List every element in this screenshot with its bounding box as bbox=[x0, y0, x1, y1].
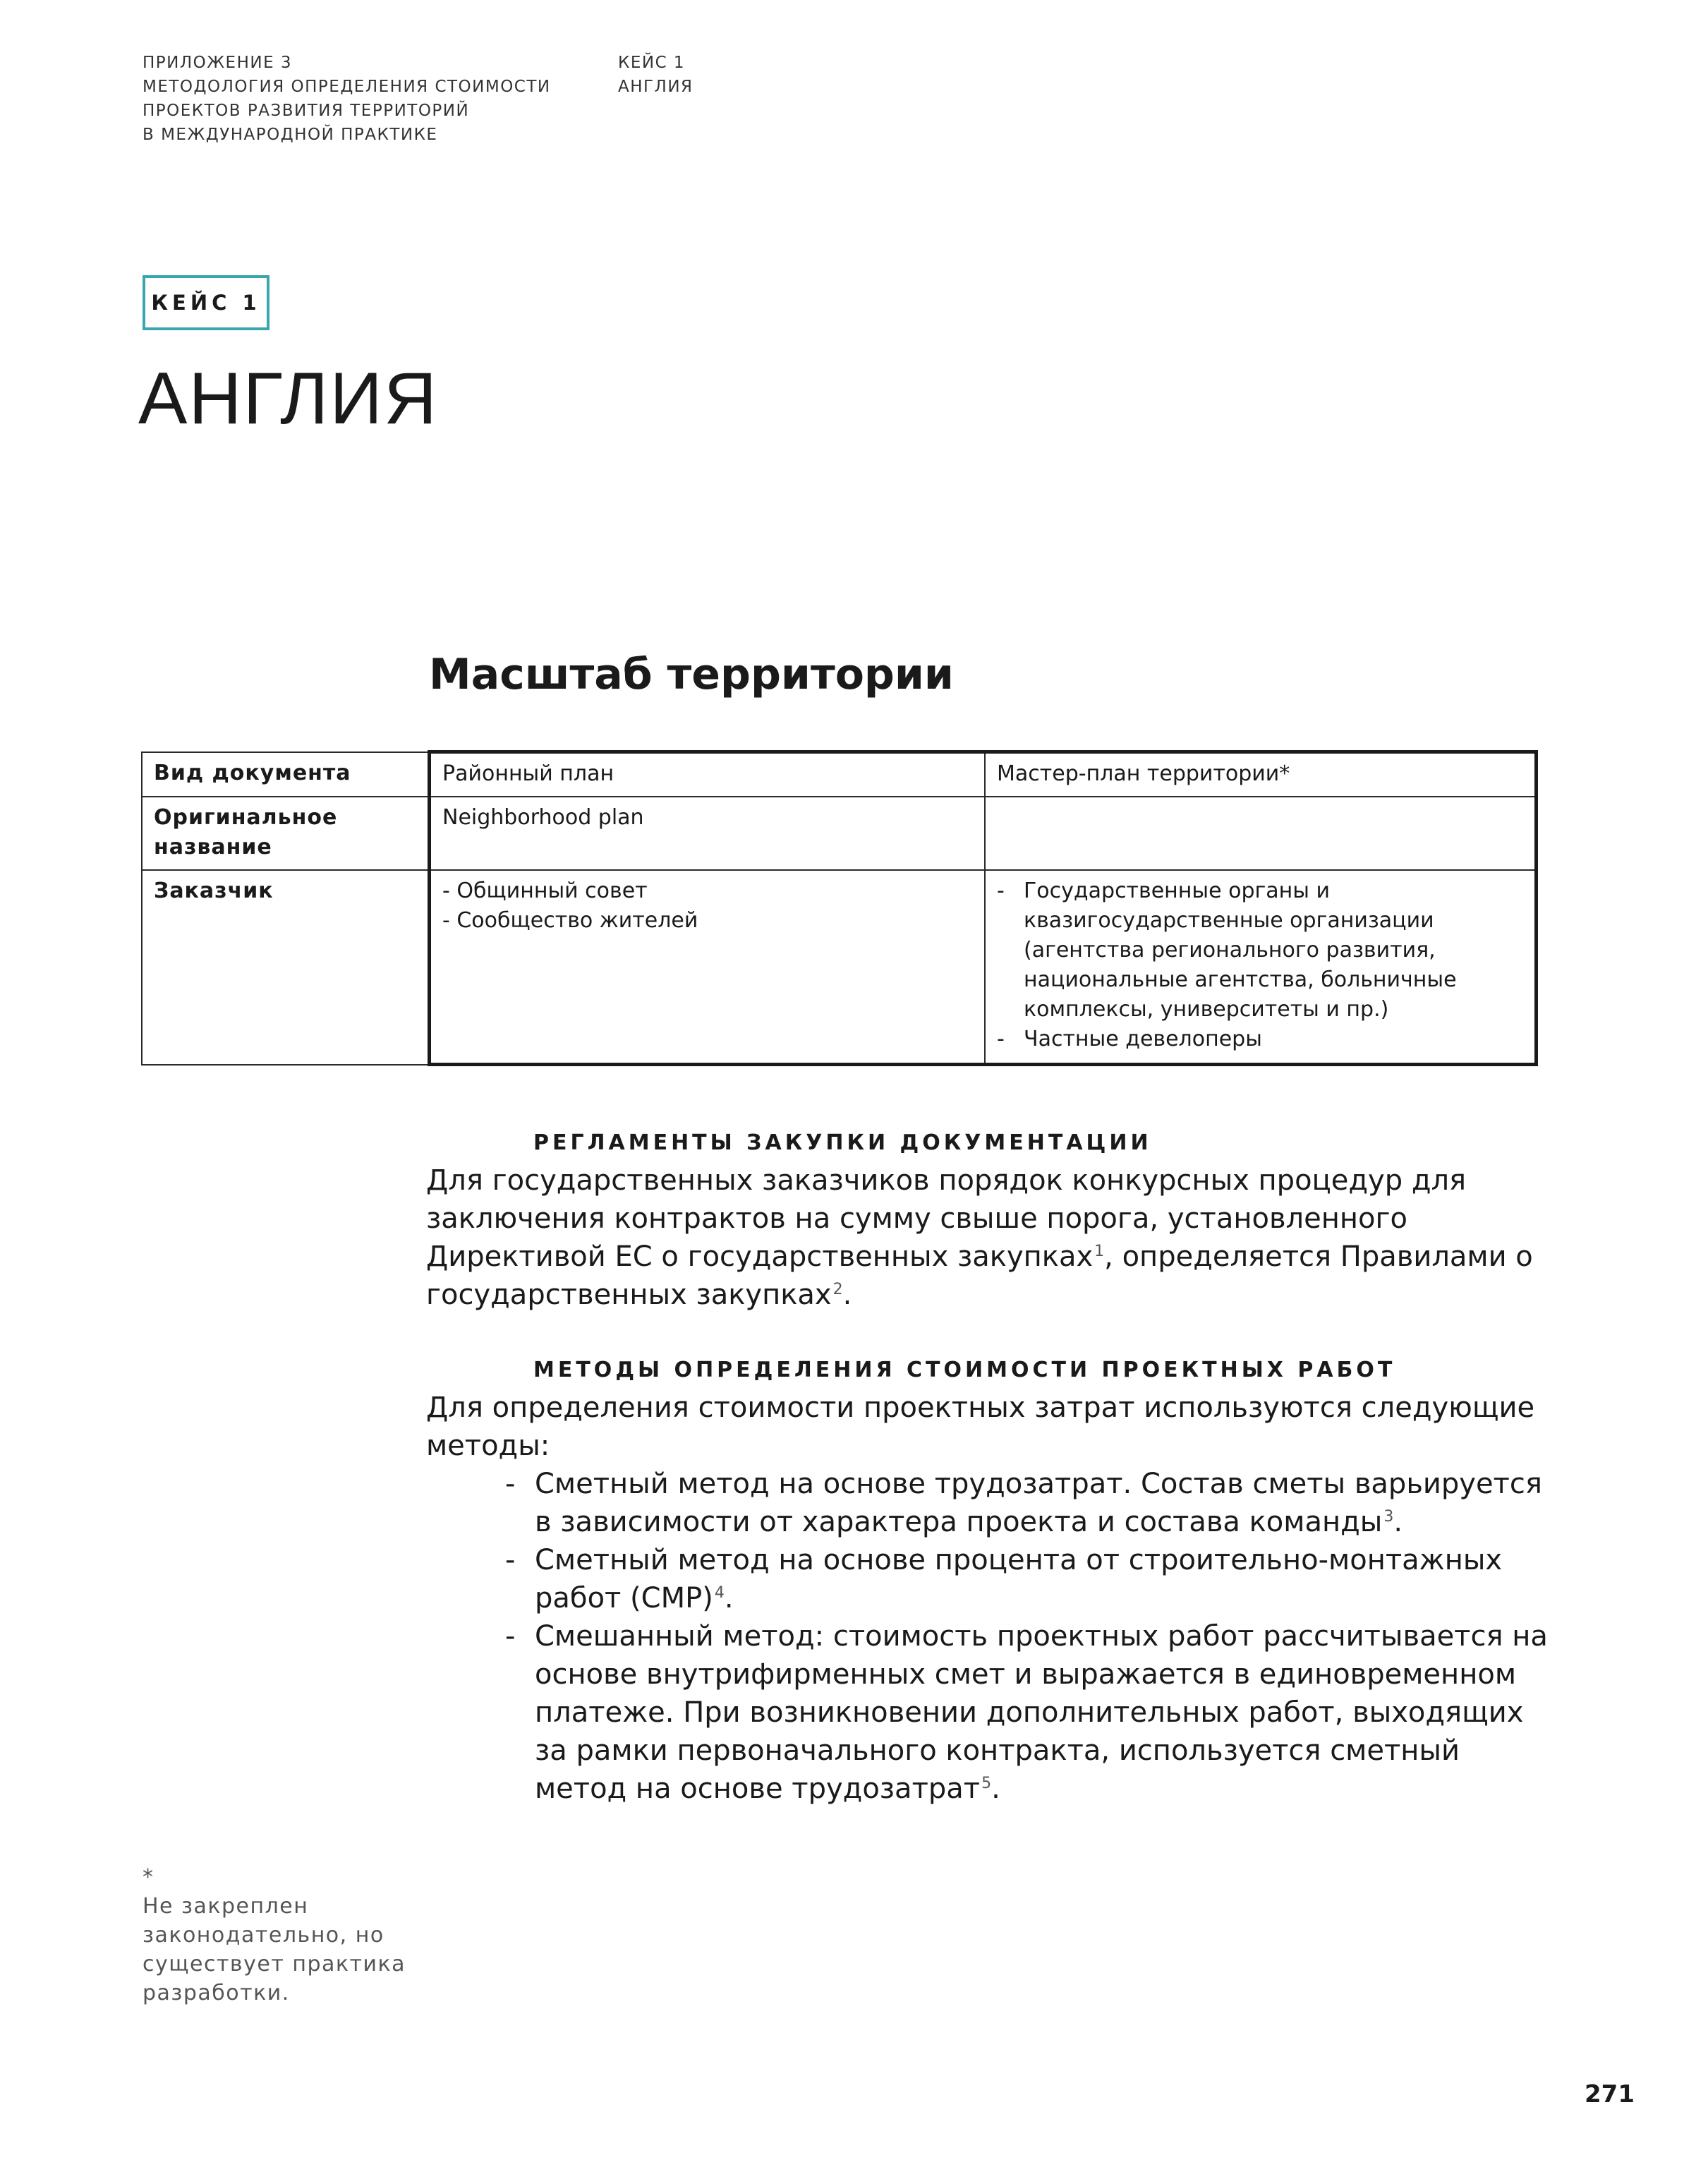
table-row bbox=[142, 797, 1537, 870]
methods-intro: Для определения стоимости проектных затрат используются следующие методы: bbox=[426, 1392, 1535, 1462]
footnote-ref[interactable]: 5 bbox=[981, 1774, 992, 1792]
territory-scale-table bbox=[141, 750, 1538, 1066]
section-title: Масштаб территории bbox=[429, 650, 954, 699]
page-title: АНГЛИЯ bbox=[138, 358, 439, 440]
dash-marker: - bbox=[997, 1027, 1005, 1051]
cell-text: Neighborhood plan bbox=[442, 805, 644, 830]
list-item bbox=[505, 1541, 1549, 1617]
methods-list bbox=[505, 1465, 1549, 1808]
method-end: . bbox=[724, 1582, 734, 1614]
side-footnote bbox=[143, 1863, 425, 2008]
cell-text: Частные девелоперы bbox=[1024, 1027, 1262, 1051]
cell-text: - Сообщество жителей bbox=[442, 908, 698, 933]
method-text: Смешанный метод: стоимость проектных работ рассчитывается на основе внутрифирменных смет и выражается в единовременном платеже. При возникновении дополнительных работ, выходящих за рамки первоначального контракта, используется сметный метод на основе трудозатрат bbox=[535, 1620, 1548, 1805]
cell-customers-master bbox=[985, 870, 1537, 1065]
dash-marker: - bbox=[505, 1620, 516, 1653]
dash-marker: - bbox=[505, 1468, 516, 1500]
row-label: Оригинальное название bbox=[142, 797, 430, 870]
footnote-ref[interactable]: 3 bbox=[1383, 1507, 1394, 1526]
row-label: Заказчик bbox=[142, 870, 430, 1065]
cell-district-plan bbox=[430, 752, 986, 797]
method-text: Сметный метод на основе трудозатрат. Состав сметы варьируется в зависимости от характера проекта и состава команды bbox=[535, 1468, 1542, 1538]
cell-text: - Общинный совет bbox=[442, 879, 648, 903]
list-item bbox=[505, 1465, 1549, 1541]
table-row bbox=[142, 752, 1537, 797]
section-heading-methods: МЕТОДЫ ОПРЕДЕЛЕНИЯ СТОИМОСТИ ПРОЕКТНЫХ РАБОТ bbox=[533, 1358, 1396, 1382]
running-header-right: КЕЙС 1 АНГЛИЯ bbox=[618, 54, 694, 96]
table-row bbox=[142, 870, 1537, 1065]
method-text: Сметный метод на основе процента от строительно-монтажных работ (СМР) bbox=[535, 1544, 1503, 1614]
page-number: 271 bbox=[1585, 2080, 1635, 2108]
case-badge: КЕЙС 1 bbox=[143, 275, 269, 330]
cell-master-plan bbox=[985, 752, 1537, 797]
footnote-ref[interactable]: 2 bbox=[832, 1280, 843, 1298]
running-header-left: ПРИЛОЖЕНИЕ 3 МЕТОДОЛОГИЯ ОПРЕДЕЛЕНИЯ СТОИМОСТИ ПРОЕКТОВ РАЗВИТИЯ ТЕРРИТОРИЙ В МЕЖДУНАРОДНОЙ ПРАКТИКЕ bbox=[143, 54, 551, 144]
cell-customers-district bbox=[430, 870, 986, 1065]
cell-text: Государственные органы и квазигосударственные организации (агентства регионального развития, национальные агентства, больничные комплексы, университеты и пр.) bbox=[1024, 879, 1457, 1022]
footnote-marker: * bbox=[143, 1865, 155, 1890]
paragraph-text: , определяется Правилами о государственных закупках bbox=[426, 1241, 1533, 1311]
footnote-text: Не закреплен законодательно, но существует практика разработки. bbox=[143, 1894, 406, 2005]
cell-text: Районный план bbox=[442, 761, 614, 786]
cell-original-name bbox=[430, 797, 986, 870]
dash-marker: - bbox=[997, 879, 1005, 903]
procurement-paragraph bbox=[426, 1161, 1541, 1314]
list-item bbox=[997, 876, 1523, 1025]
dash-marker: - bbox=[505, 1544, 516, 1576]
cell-empty bbox=[985, 797, 1537, 870]
footnote-ref[interactable]: 1 bbox=[1094, 1242, 1105, 1260]
list-item bbox=[505, 1617, 1549, 1808]
paragraph-text: . bbox=[842, 1279, 852, 1311]
list-item bbox=[997, 1025, 1523, 1054]
footnote-ref[interactable]: 4 bbox=[714, 1583, 725, 1602]
paragraph-text: Для государственных заказчиков порядок конкурсных процедур для заключения контрактов на сумму свыше порога, установленного Директивой ЕС о государственных закупках bbox=[426, 1164, 1467, 1273]
method-end: . bbox=[1393, 1506, 1403, 1538]
section-heading-procurement: РЕГЛАМЕНТЫ ЗАКУПКИ ДОКУМЕНТАЦИИ bbox=[533, 1130, 1152, 1155]
method-end: . bbox=[991, 1773, 1000, 1805]
row-label: Вид документа bbox=[142, 752, 430, 797]
cell-text: Мастер-план территории* bbox=[997, 761, 1290, 786]
